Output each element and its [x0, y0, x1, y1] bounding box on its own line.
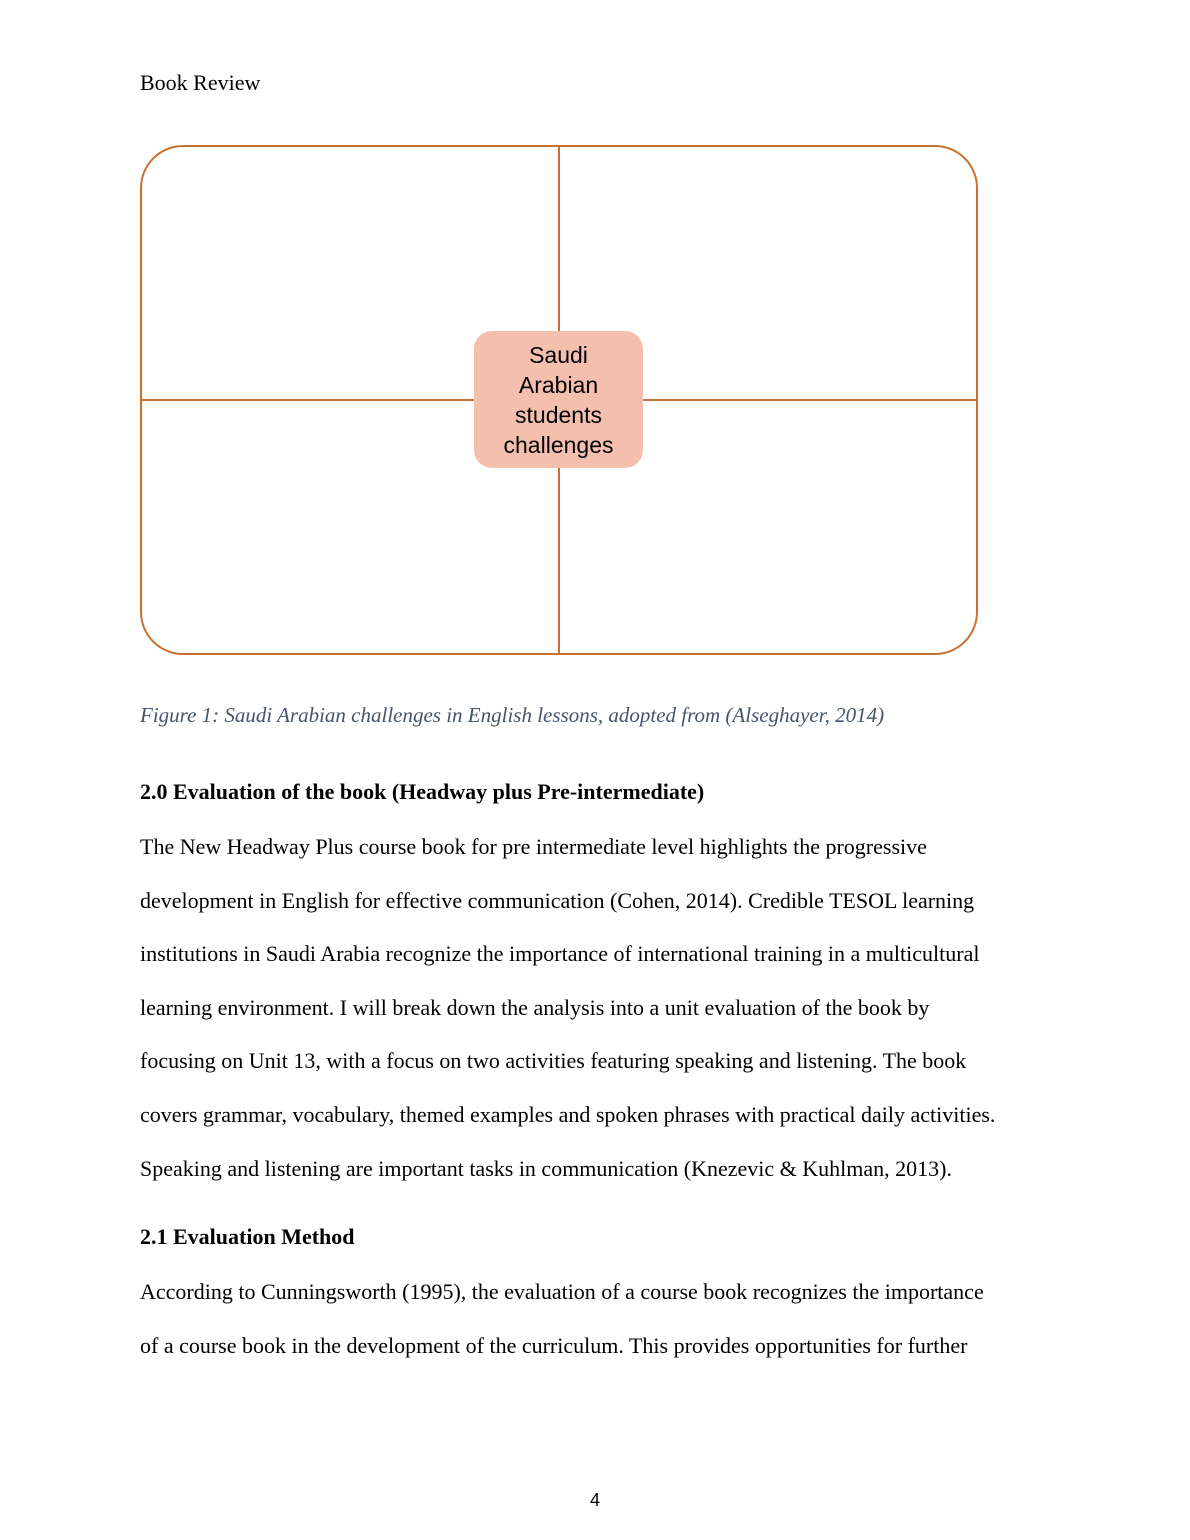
paragraph-line: development in English for effective communication (Cohen, 2014). Credible TESOL learning: [140, 887, 975, 913]
paragraph-line: focusing on Unit 13, with a focus on two activities featuring speaking and listening. The book: [140, 1048, 967, 1074]
figure-caption: Figure 1: Saudi Arabian challenges in English lessons, adopted from (Alseghayer, 2014): [140, 703, 885, 727]
section-heading-2-0: 2.0 Evaluation of the book (Headway plus Pre-intermediate): [140, 779, 705, 804]
page-number: 4: [589, 1490, 600, 1510]
paragraph-line: Speaking and listening are important tasks in communication (Knezevic & Kuhlman, 2013).: [140, 1155, 952, 1181]
challenges-diagram: [140, 145, 978, 655]
paragraph-line: covers grammar, vocabulary, themed examples and spoken phrases with practical daily activities.: [140, 1101, 996, 1127]
paragraph-line: institutions in Saudi Arabia recognize the importance of international training in a multicultural: [140, 941, 980, 967]
center-node-label: Saudi Arabian students challenges: [503, 341, 614, 458]
paragraph-line: learning environment. I will break down the analysis into a unit evaluation of the book by: [140, 994, 930, 1020]
center-node: [474, 331, 643, 468]
paragraph-line: of a course book in the development of the curriculum. This provides opportunities for further: [140, 1332, 968, 1358]
paragraph-line: The New Headway Plus course book for pre intermediate level highlights the progressive: [140, 834, 927, 859]
paragraph-line: According to Cunningsworth (1995), the evaluation of a course book recognizes the importance: [140, 1279, 984, 1304]
section-heading-2-1: 2.1 Evaluation Method: [140, 1224, 355, 1249]
section-2-1-paragraph: [140, 1265, 1070, 1372]
running-header: Book Review: [140, 70, 261, 95]
section-2-0-paragraph: [140, 820, 1070, 1195]
